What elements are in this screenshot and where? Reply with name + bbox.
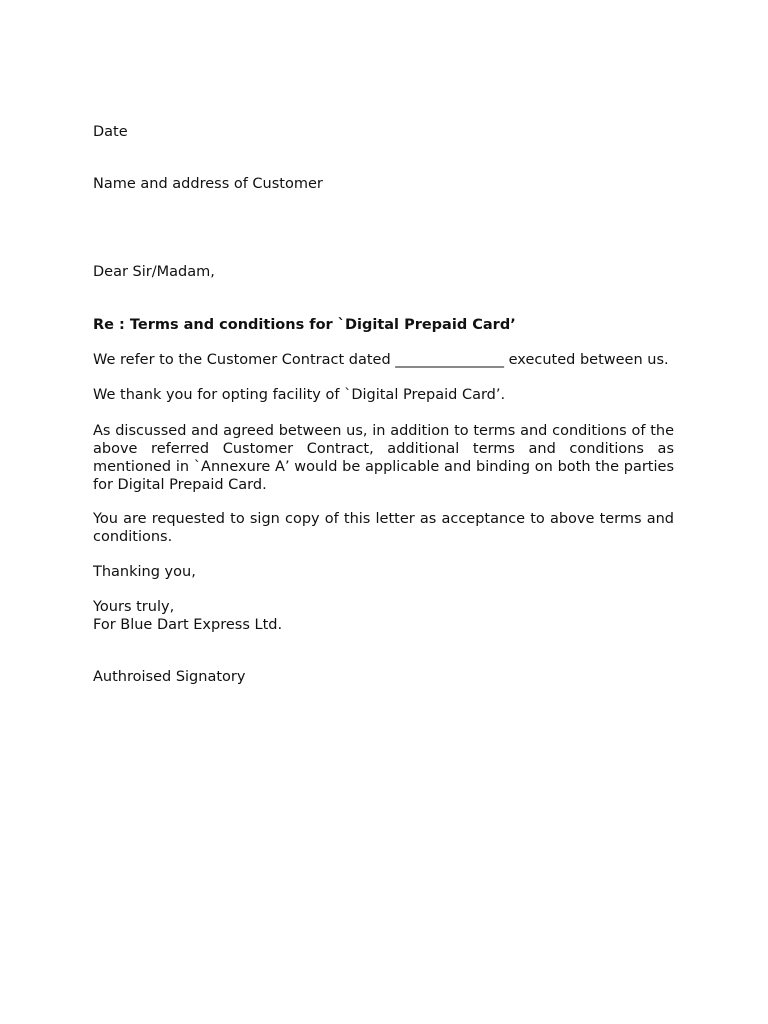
salutation: Dear Sir/Madam, <box>93 264 215 280</box>
subject-line: Re : Terms and conditions for `Digital Prepaid Card’ <box>93 317 516 333</box>
signatory-line: Authroised Signatory <box>93 669 246 685</box>
contract-reference-paragraph: We refer to the Customer Contract dated _______________ executed between us. <box>93 352 669 368</box>
thank-you-paragraph: We thank you for opting facility of `Digital Prepaid Card’. <box>93 387 506 403</box>
company-line: For Blue Dart Express Ltd. <box>93 617 283 633</box>
closing-line: Yours truly, <box>93 599 175 615</box>
acceptance-request-paragraph: You are requested to sign copy of this letter as acceptance to above terms and conditions. <box>93 511 674 545</box>
thanking-line: Thanking you, <box>93 564 196 580</box>
date-label: Date <box>93 124 128 140</box>
customer-address-label: Name and address of Customer <box>93 176 323 192</box>
terms-paragraph: As discussed and agreed between us, in addition to terms and conditions of the above referred Customer Contract, additional terms and conditions as mentioned in `Annexure A’ would be applicable and binding on both the parties for Digital Prepaid Card. <box>93 423 674 493</box>
